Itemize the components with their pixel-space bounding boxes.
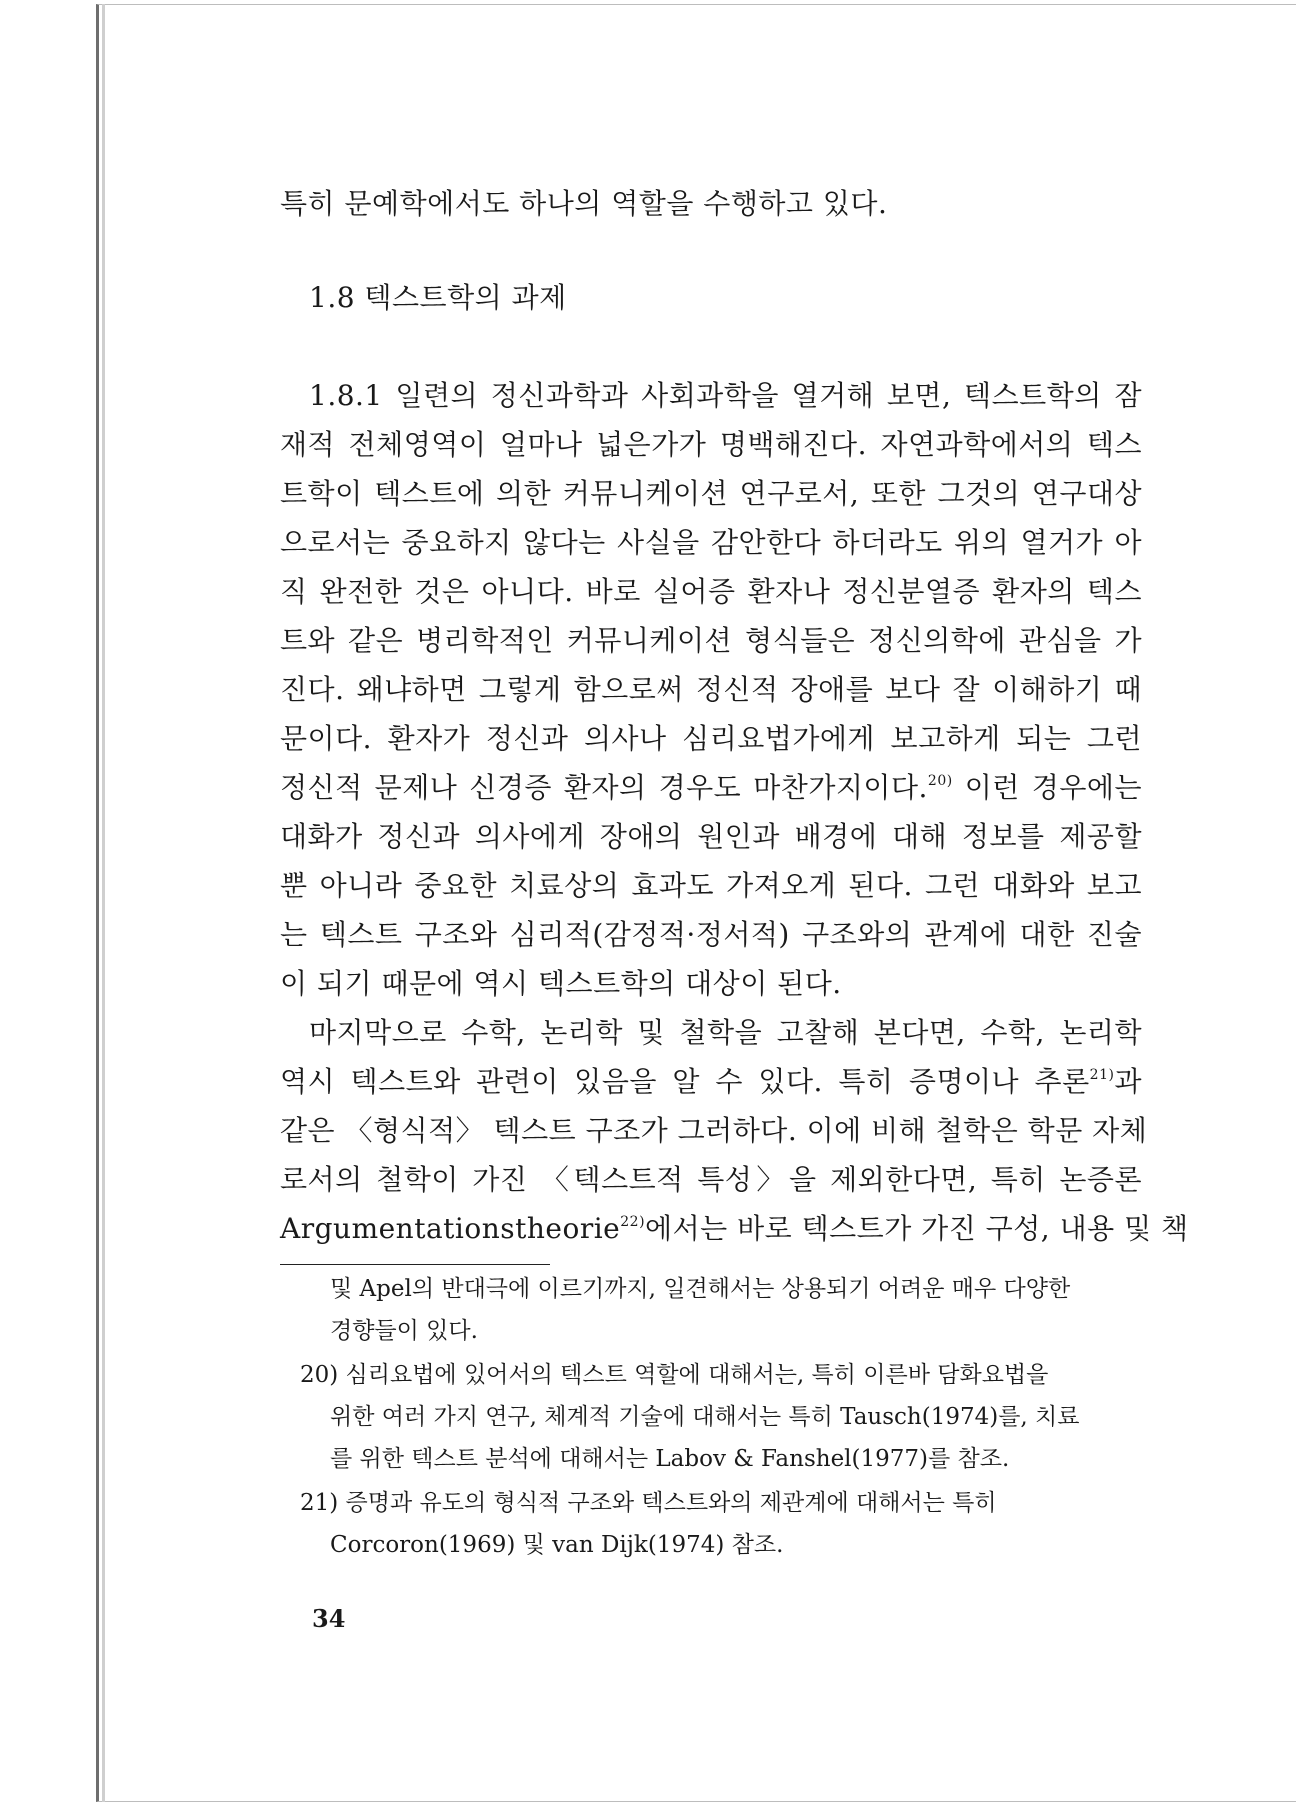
text-run: 과 xyxy=(1114,1065,1142,1098)
text-run: Argumentationstheorie xyxy=(280,1212,621,1245)
paragraph-line-with-note xyxy=(280,1062,1142,1102)
paragraph-line: 로서의 철학이 가진 〈텍스트적 특성〉을 제외한다면, 특히 논증론 xyxy=(280,1163,1142,1196)
page-edge xyxy=(102,4,105,1802)
footnote-21: 21) 증명과 유도의 형식적 구조와 텍스트와의 제관계에 대해서는 특히 xyxy=(300,1490,997,1516)
footnote-line: 를 위한 텍스트 분석에 대해서는 Labov & Fanshel(1977)를 참조. xyxy=(330,1446,1010,1472)
paragraph-line: 재적 전체영역이 얼마나 넓은가가 명백해진다. 자연과학에서의 텍스 xyxy=(280,428,1142,461)
paragraph-line: 으로서는 중요하지 않다는 사실을 감안한다 하더라도 위의 열거가 아 xyxy=(280,526,1142,559)
text-run: 정신적 문제나 신경증 환자의 경우도 마찬가지이다. xyxy=(280,771,928,804)
footnote-line: 및 Apel의 반대극에 이르기까지, 일견해서는 상용되기 어려운 매우 다양한 xyxy=(330,1276,1071,1302)
paragraph-line: 직 완전한 것은 아니다. 바로 실어증 환자나 정신분열증 환자의 텍스 xyxy=(280,575,1142,608)
paragraph-line: 문이다. 환자가 정신과 의사나 심리요법가에게 보고하게 되는 그런 xyxy=(280,722,1142,755)
paragraph-line: 트학이 텍스트에 의한 커뮤니케이션 연구로서, 또한 그것의 연구대상 xyxy=(280,477,1142,510)
footnote-line: Corcoron(1969) 및 van Dijk(1974) 참조. xyxy=(330,1532,784,1558)
continuation-line: 특히 문예학에서도 하나의 역할을 수행하고 있다. xyxy=(280,187,888,220)
footnote-ref-21: 21) xyxy=(1089,1067,1115,1083)
paragraph-line: 진다. 왜냐하면 그렇게 함으로써 정신적 장애를 보다 잘 이해하기 때 xyxy=(280,673,1142,706)
paragraph-line-with-note xyxy=(280,1209,1189,1249)
paragraph-line: 대화가 정신과 의사에게 장애의 원인과 배경에 대해 정보를 제공할 xyxy=(280,820,1142,853)
footnote-ref-22: 22) xyxy=(620,1214,646,1230)
section-heading: 1.8 텍스트학의 과제 xyxy=(309,281,567,314)
paragraph-line: 마지막으로 수학, 논리학 및 철학을 고찰해 본다면, 수학, 논리학 xyxy=(309,1016,1142,1049)
paragraph-last-line: 이 되기 때문에 역시 텍스트학의 대상이 된다. xyxy=(280,967,842,1000)
text-run: 역시 텍스트와 관련이 있음을 알 수 있다. 특히 증명이나 추론 xyxy=(280,1065,1090,1098)
footnote-ref-20: 20) xyxy=(927,773,953,789)
paragraph-line: 뿐 아니라 중요한 치료상의 효과도 가져오게 된다. 그런 대화와 보고 xyxy=(280,869,1142,902)
paragraph-line: 같은 〈형식적〉 텍스트 구조가 그러하다. 이에 비해 철학은 학문 자체 xyxy=(280,1114,1148,1147)
text-run: 이런 경우에는 xyxy=(952,771,1142,804)
paragraph-line: 1.8.1 일련의 정신과학과 사회과학을 열거해 보면, 텍스트학의 잠 xyxy=(309,379,1142,412)
footnote-line: 위한 여러 가지 연구, 체계적 기술에 대해서는 특히 Tausch(1974)를, 치료 xyxy=(330,1404,1080,1430)
paragraph-line-with-note xyxy=(280,768,1142,808)
footnote-line: 경향들이 있다. xyxy=(330,1318,478,1344)
page-number: 34 xyxy=(312,1604,346,1633)
paragraph-line: 는 텍스트 구조와 심리적(감정적·정서적) 구조와의 관계에 대한 진술 xyxy=(280,918,1142,951)
text-run: 에서는 바로 텍스트가 가진 구성, 내용 및 책 xyxy=(645,1212,1189,1245)
paragraph-line: 트와 같은 병리학적인 커뮤니케이션 형식들은 정신의학에 관심을 가 xyxy=(280,624,1142,657)
footnote-separator xyxy=(280,1264,550,1265)
footnote-20: 20) 심리요법에 있어서의 텍스트 역할에 대해서는, 특히 이른바 담화요법을 xyxy=(300,1362,1049,1388)
